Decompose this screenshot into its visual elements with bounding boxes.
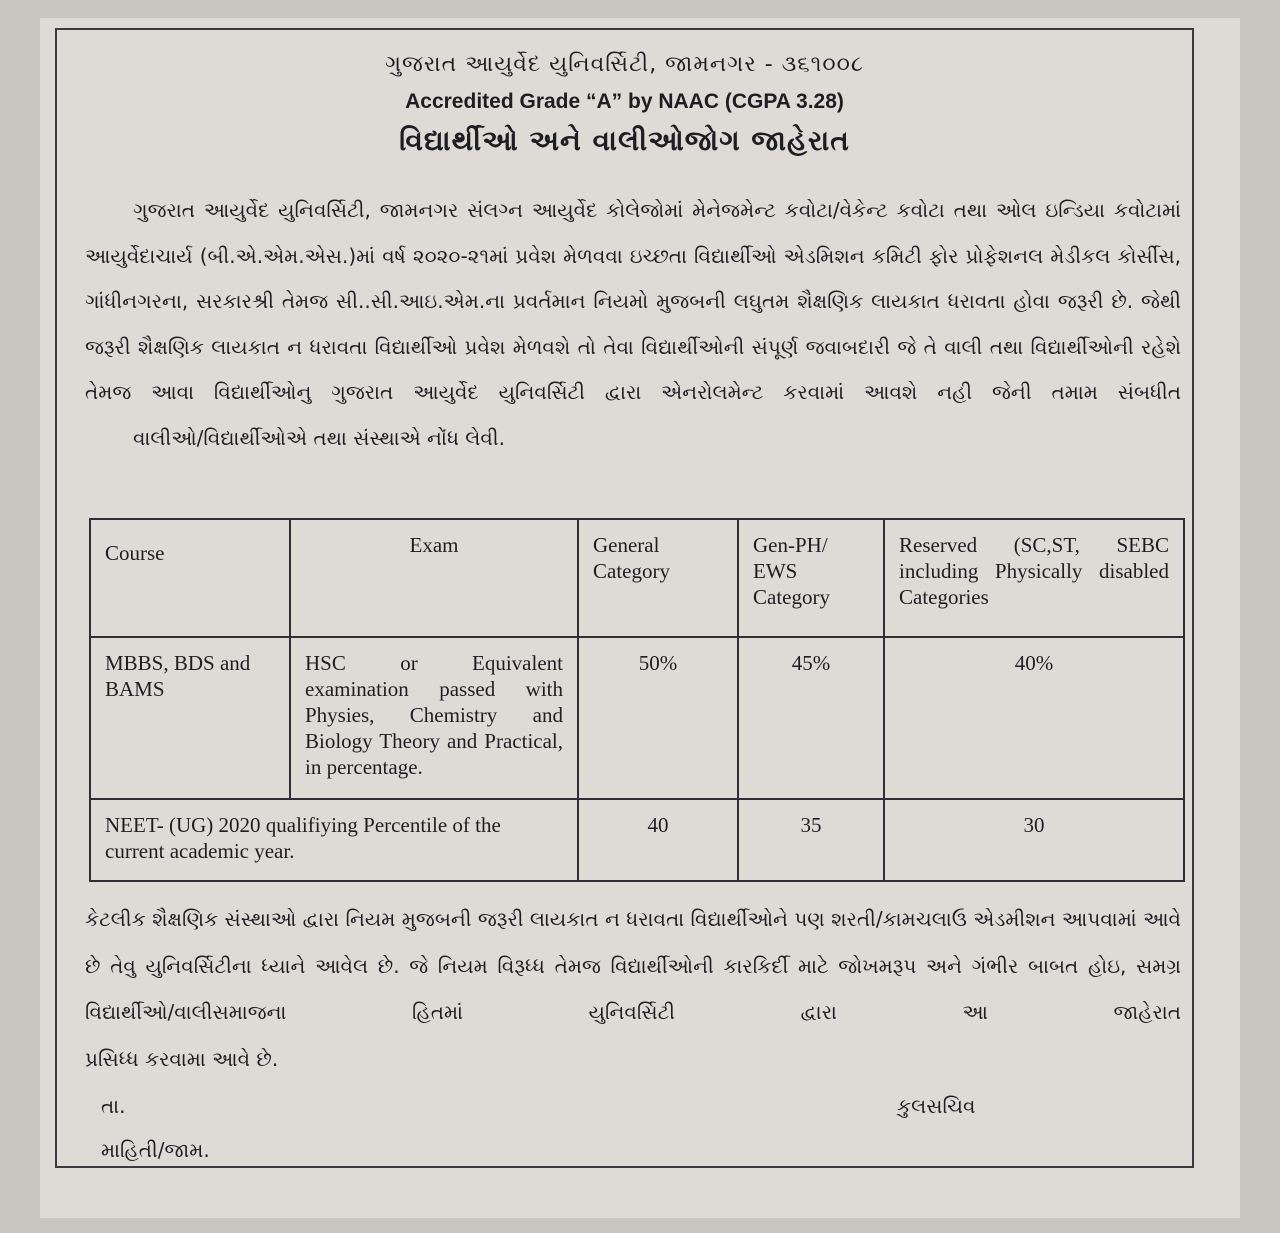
date-label: તા. xyxy=(101,1094,126,1118)
row1-reserved: 40% xyxy=(884,637,1184,799)
info-reference: માહિતી/જામ. xyxy=(101,1138,210,1162)
row2-genph: 35 xyxy=(738,799,884,881)
signatory: કુલસચિવ xyxy=(897,1094,976,1118)
table-header-row xyxy=(90,519,1184,637)
eligibility-table xyxy=(89,518,1185,882)
intro-last-line: વાલીઓ/વિદ્યાર્થીઓએ તથા સંસ્થાએ નોંધ લેવી. xyxy=(133,425,505,450)
notice-title: વિદ્યાર્થીઓ અને વાલીઓજોગ જાહેરાત xyxy=(399,124,850,157)
notice-last-line: પ્રસિધ્ધ કરવામા આવે છે. xyxy=(85,1046,279,1071)
row1-genph: 45% xyxy=(738,637,884,799)
table-row xyxy=(90,637,1184,799)
header-course: Course xyxy=(90,519,290,637)
table-row xyxy=(90,799,1184,881)
notice-body: કેટલીક શૈક્ષણિક સંસ્થાઓ દ્વારા નિયમ મુજબની જરૂરી લાયકાત ન ધરાવતા વિદ્યાર્થીઓને પણ શરતી/કામચલાઉ એડમીશન આપવામાં આવે છે તેવુ યુનિવર્સિટીના ધ્યાને આવેલ છે. જે નિયમ વિરૂધ્ધ તેમજ વિદ્યાર્થીઓની કારકિર્દી માટે જોખમરૂપ અને ગંભીર બાબત હોઇ, સમગ્ર વિદ્યાર્થીઓ/વાલીસમાજના હિતમાં યુનિવર્સિટી દ્વારા આ જાહેરાત xyxy=(85,907,1181,1024)
header-reserved: Reserved (SC,ST, SEBC including Physically disabled Categories xyxy=(884,519,1184,637)
row2-reserved: 30 xyxy=(884,799,1184,881)
accreditation-line: Accredited Grade “A” by NAAC (CGPA 3.28) xyxy=(405,90,844,113)
intro-body: ગુજરાત આયુર્વેદ યુનિવર્સિટી, જામનગર સંલગ્ન આયુર્વેદ કોલેજોમાં મેનેજમેન્ટ કવોટા/વેકેન્ટ કવોટા તથા ઓલ ઇન્ડિયા કવોટામાં આયુર્વેદાચાર્ય (બી.એ.એમ.એસ.)માં વર્ષ ૨૦૨૦-૨૧માં પ્રવેશ મેળવવા ઇચ્છતા વિદ્યાર્થીઓ એડમિશન કમિટી ફોર પ્રોફેશનલ મેડીકલ કોર્સીસ, ગાંધીનગરના, સરકારશ્રી તેમજ સી..સી.આઇ.એમ.ના પ્રવર્તમાન નિયમો મુજબની લઘુતમ શૈક્ષણિક લાયકાત ધરાવતા હોવા જરૂરી છે. જેથી જરૂરી શૈક્ષણિક લાયકાત ન ધરાવતા વિદ્યાર્થીઓ પ્રવેશ મેળવશે તો તેવા વિદ્યાર્થીઓની સંપૂર્ણ જવાબદારી જે તે વાલી તથા વિદ્યાર્થીઓની રહેશે તેમજ આવા વિદ્યાર્થીઓનુ ગુજરાત આયુર્વેદ યુનિવર્સિટી દ્વારા એનરોલમેન્ટ કરવામાં આવશે નહી જેની તમામ સંબધીત xyxy=(85,198,1181,404)
row2-label: NEET- (UG) 2020 qualifiying Percentile of the current academic year. xyxy=(90,799,578,881)
notice-paragraph xyxy=(85,896,1181,1082)
header-exam: Exam xyxy=(290,519,578,637)
row1-general: 50% xyxy=(578,637,738,799)
row1-exam: HSC or Equivalent examination passed with Physies, Chemistry and Biology Theory and Practical, in percentage. xyxy=(290,637,578,799)
notice-frame xyxy=(55,28,1194,1168)
header-general: General Category xyxy=(578,519,738,637)
header-genph: Gen-PH/ EWS Category xyxy=(738,519,884,637)
intro-paragraph xyxy=(85,188,1181,461)
university-name: ગુજરાત આયુર્વેદ યુનિવર્સિટી, જામનગર - ૩૬૧૦૦૮ xyxy=(385,52,864,77)
row2-general: 40 xyxy=(578,799,738,881)
row1-course: MBBS, BDS and BAMS xyxy=(90,637,290,799)
